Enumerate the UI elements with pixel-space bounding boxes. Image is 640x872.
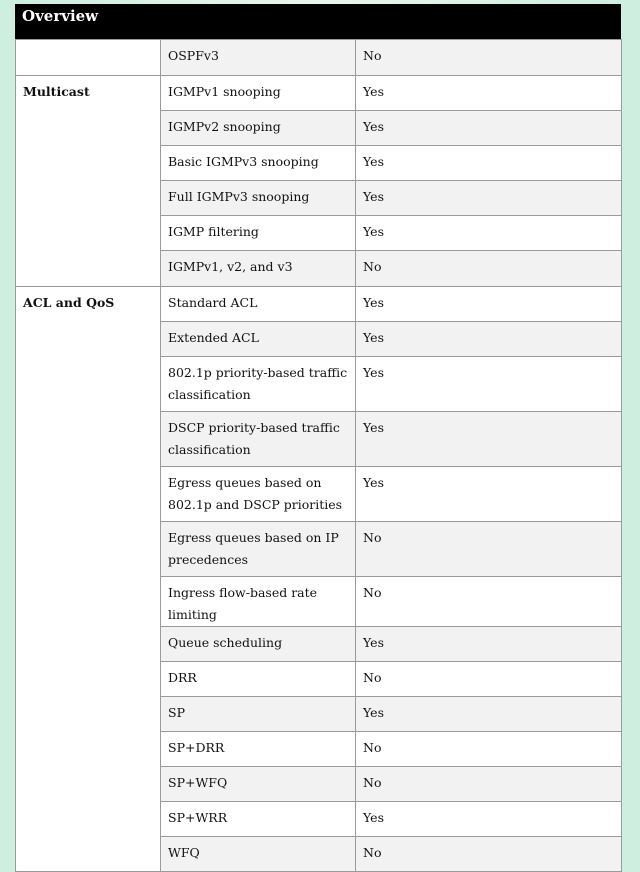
support-value-cell: Yes — [356, 216, 622, 251]
support-value-cell: Yes — [356, 322, 622, 357]
support-value-cell: Yes — [356, 76, 622, 111]
support-value-cell: No — [356, 522, 622, 577]
support-value-cell: No — [356, 837, 622, 872]
support-value-cell: No — [356, 767, 622, 802]
support-value-cell: No — [356, 40, 622, 76]
support-value-cell: No — [356, 732, 622, 767]
feature-cell: IGMPv1 snooping — [161, 76, 356, 111]
support-value-cell: Yes — [356, 111, 622, 146]
feature-cell: OSPFv3 — [161, 40, 356, 76]
feature-cell: SP+WFQ — [161, 767, 356, 802]
support-value-cell: No — [356, 251, 622, 287]
table-row — [16, 76, 622, 111]
support-value-cell: Yes — [356, 357, 622, 412]
feature-cell: Egress queues based on 802.1p and DSCP priorities — [161, 467, 356, 522]
group-label — [16, 40, 161, 76]
support-value-cell: Yes — [356, 412, 622, 467]
feature-cell: SP — [161, 697, 356, 732]
support-value-cell: No — [356, 577, 622, 627]
feature-cell: 802.1p priority-based traffic classification — [161, 357, 356, 412]
support-value-cell: Yes — [356, 802, 622, 837]
feature-cell: SP+WRR — [161, 802, 356, 837]
feature-table-body — [16, 40, 622, 872]
table-title: Overview — [22, 7, 99, 25]
feature-cell: Standard ACL — [161, 287, 356, 322]
feature-cell: DSCP priority-based traffic classification — [161, 412, 356, 467]
feature-cell: SP+DRR — [161, 732, 356, 767]
table-row — [16, 287, 622, 322]
feature-cell: IGMP filtering — [161, 216, 356, 251]
feature-cell: Basic IGMPv3 snooping — [161, 146, 356, 181]
feature-cell: Queue scheduling — [161, 627, 356, 662]
table-header — [15, 4, 621, 39]
feature-cell: Full IGMPv3 snooping — [161, 181, 356, 216]
feature-cell: Extended ACL — [161, 322, 356, 357]
feature-table — [15, 39, 622, 872]
feature-cell: IGMPv1, v2, and v3 — [161, 251, 356, 287]
feature-cell: Ingress flow-based rate limiting — [161, 577, 356, 627]
group-label: Multicast — [16, 76, 161, 287]
support-value-cell: Yes — [356, 287, 622, 322]
feature-cell: DRR — [161, 662, 356, 697]
feature-cell: Egress queues based on IP precedences — [161, 522, 356, 577]
support-value-cell: Yes — [356, 146, 622, 181]
support-value-cell: Yes — [356, 627, 622, 662]
support-value-cell: No — [356, 662, 622, 697]
feature-cell: IGMPv2 snooping — [161, 111, 356, 146]
group-label: ACL and QoS — [16, 287, 161, 872]
feature-table-sheet — [15, 4, 621, 872]
support-value-cell: Yes — [356, 467, 622, 522]
table-row — [16, 40, 622, 76]
support-value-cell: Yes — [356, 697, 622, 732]
support-value-cell: Yes — [356, 181, 622, 216]
feature-cell: WFQ — [161, 837, 356, 872]
